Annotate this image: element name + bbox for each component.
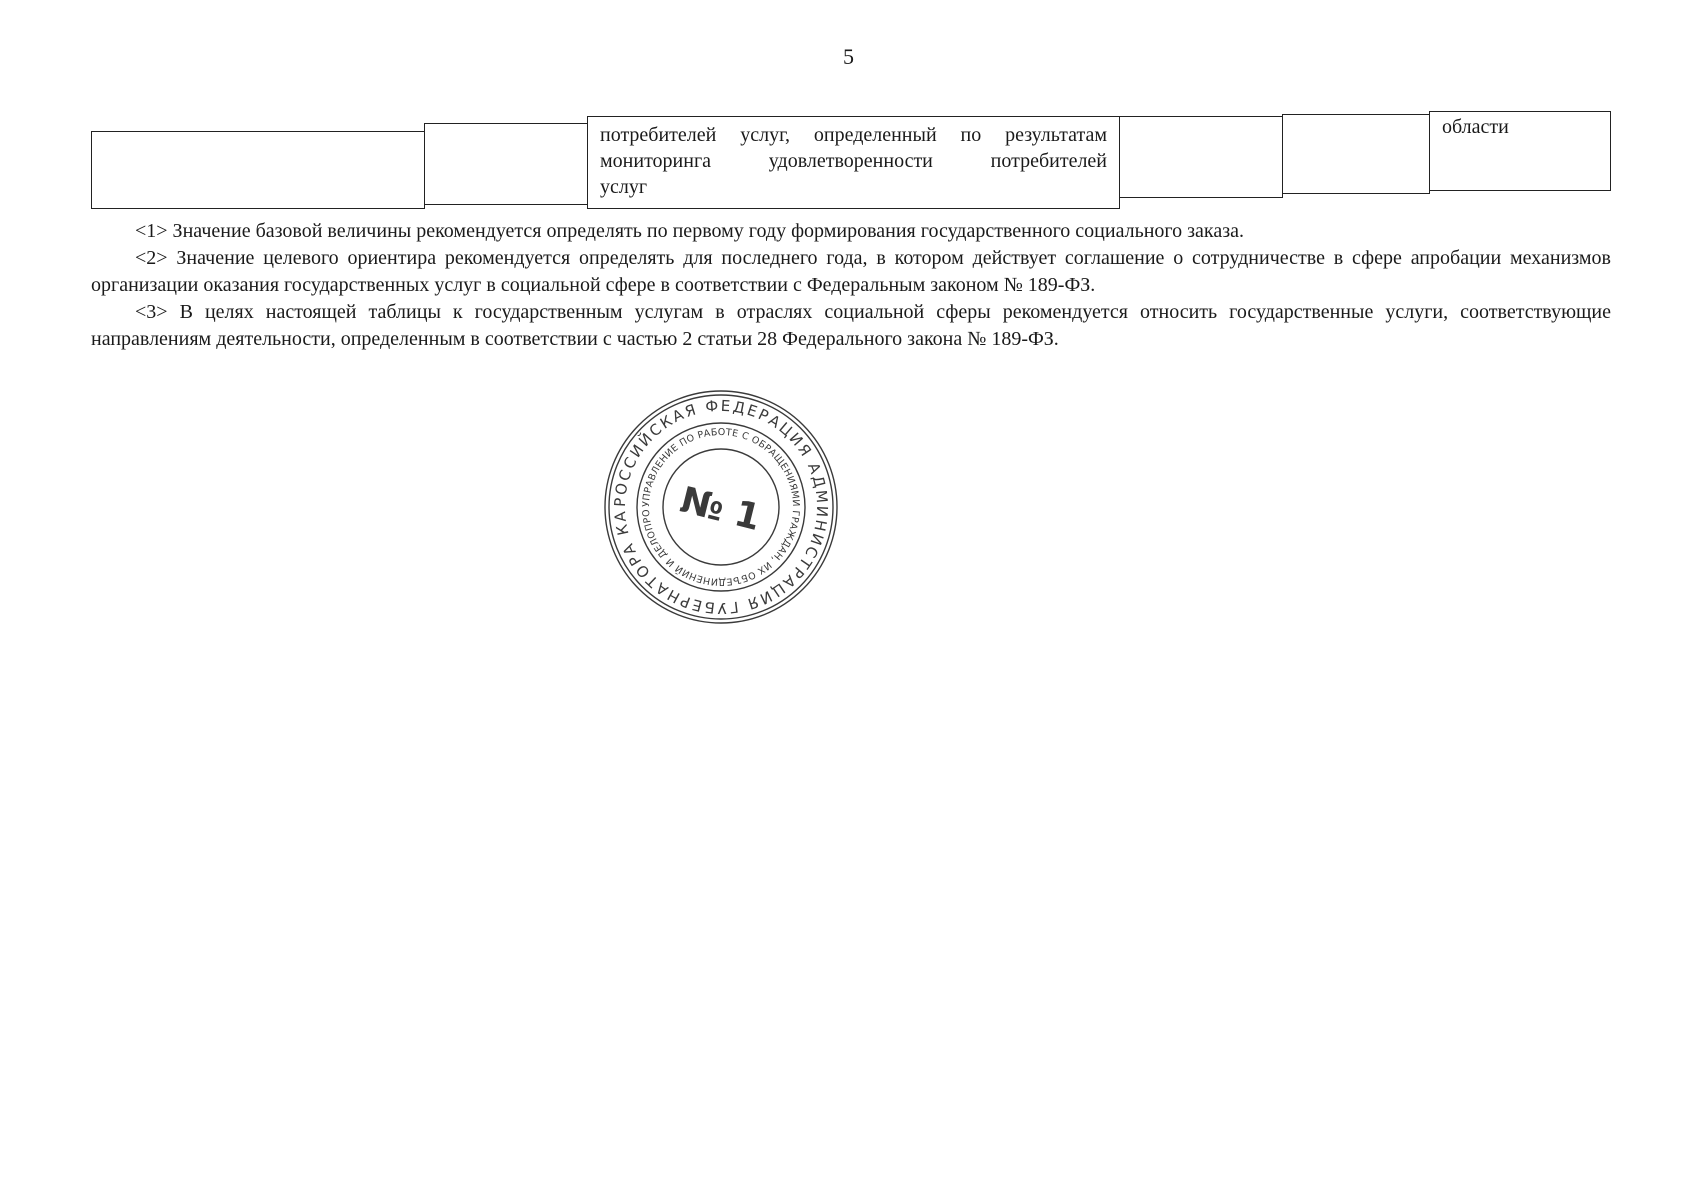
seal-graphic — [602, 388, 840, 626]
seal-outer-text: РОССИЙСКАЯ ФЕДЕРАЦИЯ АДМИНИСТРАЦИЯ ГУБЕРНАТОРА КА — [610, 396, 832, 618]
table-cell-text: потребителей услуг, определенный по результатам мониторинга удовлетворенности потребителей — [600, 124, 1107, 172]
seal-inner-text: УПРАВЛЕНИЕ ПО РАБОТЕ С ОБРАЩЕНИЯМИ ГРАЖДАН, ИХ ОБЪЕДИНЕНИЙ И ДЕЛОПРО — [640, 426, 802, 588]
table-cell-1 — [91, 131, 425, 209]
table-cell-5 — [1282, 114, 1430, 194]
page-number: 5 — [843, 44, 854, 69]
table-fragment — [91, 111, 1611, 209]
official-seal — [602, 388, 840, 626]
table-cell-4 — [1119, 116, 1283, 198]
footnote-2: <2> Значение целевого ориентира рекомендуется определять для последнего года, в котором действует соглашение о сотрудничестве в сфере апробации механизмов организации оказания государственных услуг в социальной сфере в соответствии с Федеральным законом № 189-ФЗ. — [91, 247, 1611, 296]
table-cell-2 — [424, 123, 588, 205]
footnote-3: <3> В целях настоящей таблицы к государственным услугам в отраслях социальной сферы рекомендуется относить государственные услуги, соответствующие направлениям деятельности, определенным в соответствии с частью 2 статьи 28 Федерального закона № 189-ФЗ. — [91, 301, 1611, 350]
table-cell-3 — [587, 116, 1120, 209]
table-cell-6 — [1429, 111, 1611, 191]
footnote-1: <1> Значение базовой величины рекомендуется определять по первому году формирования государственного социального заказа. — [135, 220, 1244, 242]
table-cell-text-last: услуг — [600, 176, 648, 198]
seal-center-number: № 1 — [676, 479, 765, 540]
footnotes — [91, 218, 1611, 353]
table-cell-right-text: области — [1442, 116, 1509, 138]
